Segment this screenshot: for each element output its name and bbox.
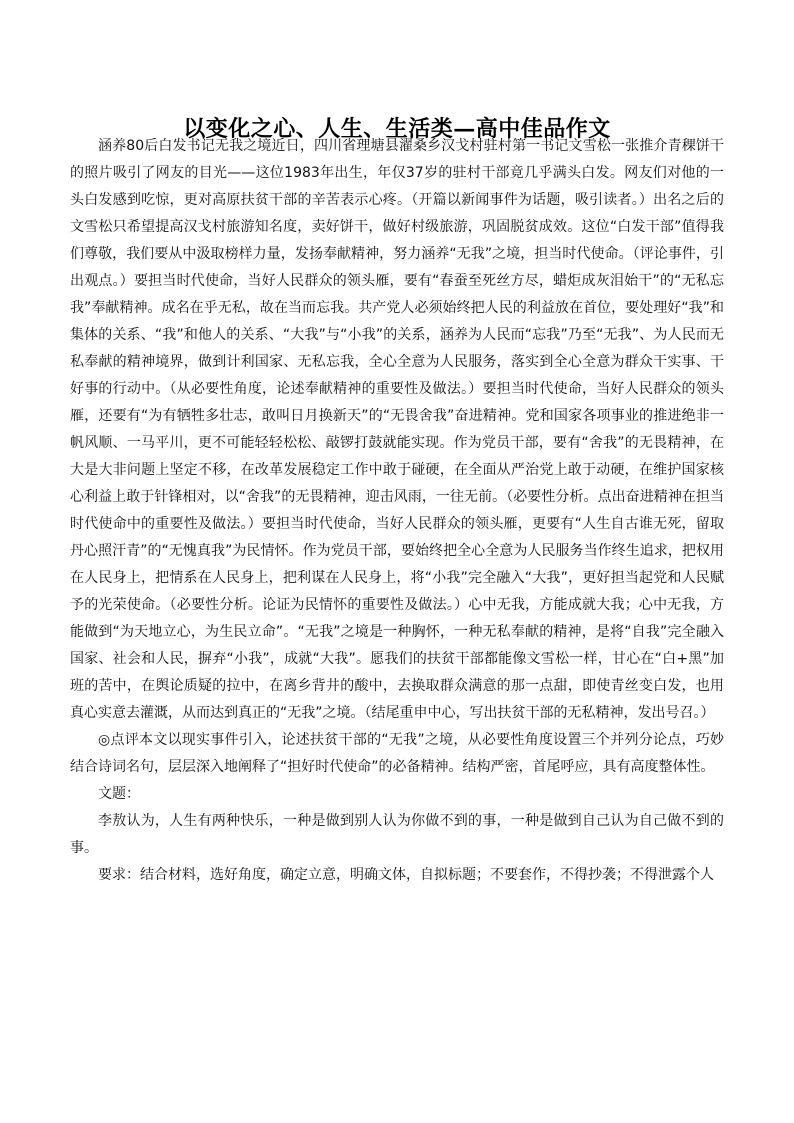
document-title: 以变化之心、人生、生活类—高中佳品作文 [183,115,611,142]
commentary-paragraph: ◎点评本文以现实事件引入，论述扶贫干部的“无我”之境，从必要性角度设置三个并列分论点，巧妙结合诗词名句，层层深入地阐释了“担好时代使命”的必备精神。结构严密，首尾呼应，具有高度整体性。 [70,732,724,775]
prompt-requirements: 要求：结合材料，选好角度，确定立意，明确文体，自拟标题；不要套作，不得抄袭；不得泄露个人 [98,867,714,883]
essay-paragraph: 涵养80后白发书记无我之境近日，四川省理塘县濯桑乡汉戈村驻村第一书记文雪松一张推介青稞饼干的照片吸引了网友的目光——这位1983年出生，年仅37岁的驻村干部竟几乎满头白发。网友们对他的一头白发感到吃惊，更对高原扶贫干部的辛苦表示心疼。（开篇以新闻事件为话题，吸引读者。）出名之后的文雪松只希望提高汉戈村旅游知名度，卖好饼干，做好村级旅游，巩固脱贫成效。这位“白发干部”值得我们尊敬，我们要从中汲取榜样力量，发扬奉献精神，努力涵养“无我”之境，担当时代使命。（评论事件，引出观点。）要担当时代使命，当好人民群众的领头雁，要有“春蚕至死丝方尽，蜡炬成灰泪始干”的“无私忘我”奉献精神。成名在乎无私，故在当而忘我。共产党人必须始终把人民的利益放在首位，要处理好“我”和集体的关系、“我”和他人的关系、“大我”与“小我”的关系，涵养为人民而“忘我”乃至“无我”、为人民而无私奉献的精神境界，做到计利国家、无私忘我，全心全意为人民服务，落实到全心全意为群众干实事、干好事的行动中。（从必要性角度，论述奉献精神的重要性及做法。）要担当时代使命，当好人民群众的领头雁，还要有“为有牺牲多壮志，敢叫日月换新天”的“无畏舍我”奋进精神。党和国家各项事业的推进绝非一帆风顺、一马平川，更不可能轻轻松松、敲锣打鼓就能实现。作为党员干部，要有“舍我”的无畏精神，在大是大非问题上坚定不移，在改革发展稳定工作中敢于碰硬，在全面从严治党上敢于动硬，在维护国家核心利益上敢于针锋相对，以“舍我”的无畏精神，迎击风雨，一往无前。（必要性分析。点出奋进精神在担当时代使命中的重要性及做法。）要担当时代使命，当好人民群众的领头雁，更要有“人生自古谁无死，留取丹心照汗青”的“无愧真我”为民情怀。作为党员干部，要始终把全心全意为人民服务当作终生追求，把权用在人民身上，把情系在人民身上，把利谋在人民身上，将“小我”完全融入“大我”，更好担当起党和人民赋予的光荣使命。（必要性分析。论证为民情怀的重要性及做法。）心中无我，方能成就大我；心中无我，方能做到“为天地立心，为生民立命”。“无我”之境是一种胸怀，一种无私奉献的精神，是将“自我”完全融入国家、社会和人民，摒弃“小我”，成就“大我”。愿我们的扶贫干部都能像文雪松一样，甘心在“白+黑”加班的苦中，在舆论质疑的拉中，在离乡背井的酸中，去换取群众满意的那一点甜，即使青丝变白发，也用真心实意去灌溉，从而达到真正的“无我”之境。（结尾重申中心，写出扶贫干部的无私精神，发出号召。） [70,138,724,721]
prompt-material: 李敖认为，人生有两种快乐，一种是做到别人认为你做不到的事，一种是做到自己认为自己做不到的事。 [70,813,724,856]
document-body [70,133,724,889]
prompt-label: 文题： [98,786,140,802]
